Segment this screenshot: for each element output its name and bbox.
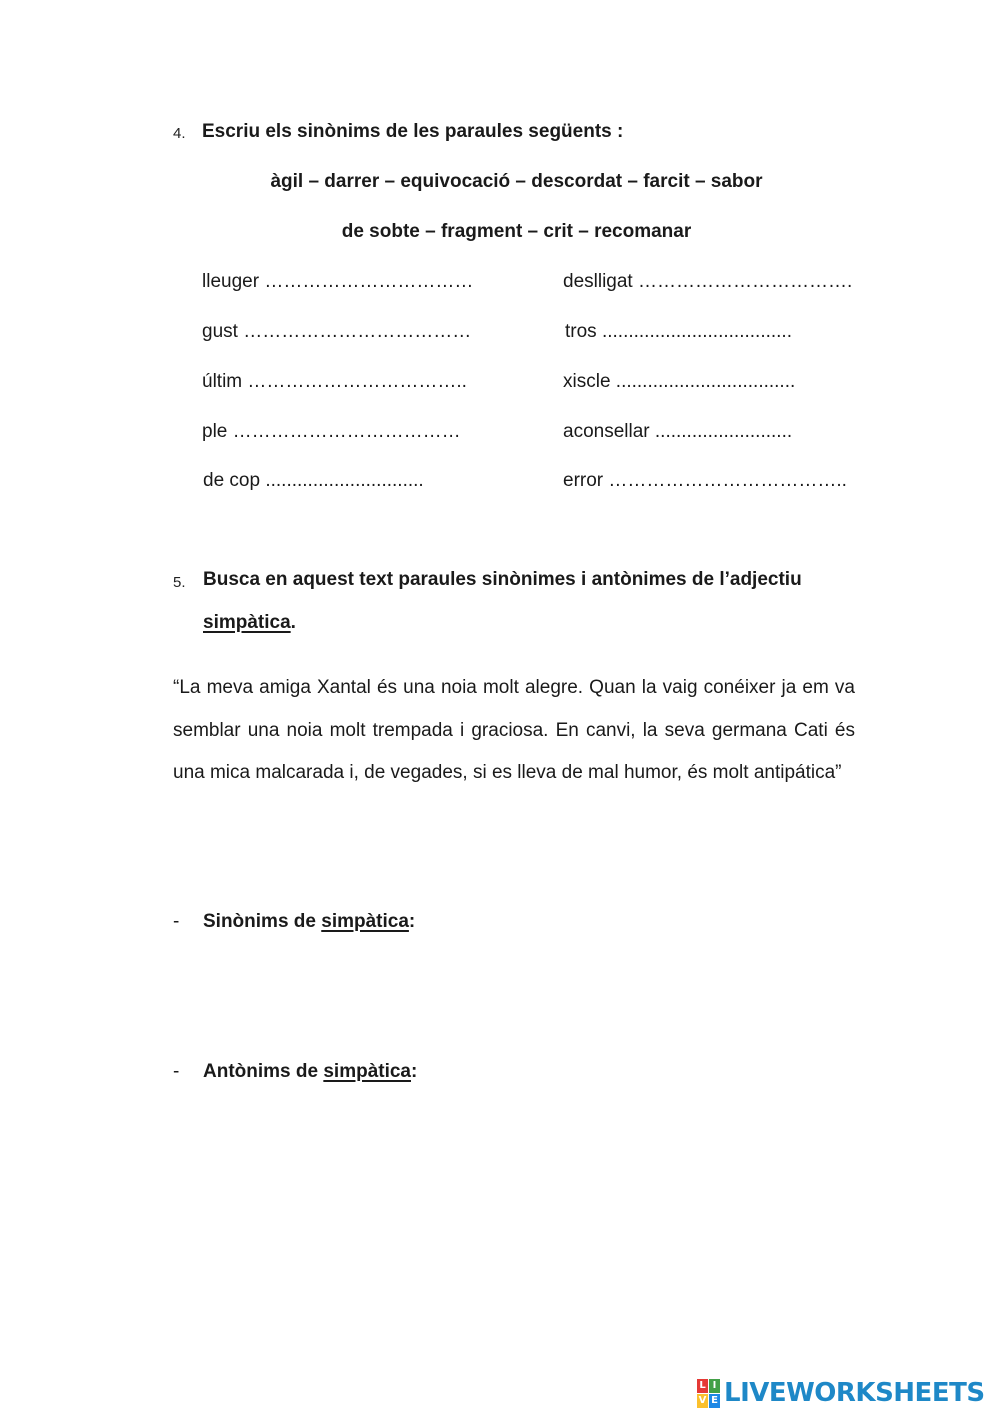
synonyms-dash: - [173,911,180,932]
antonyms-dash: - [173,1061,180,1082]
synonym-row-right-5: error ……………………………….. [563,470,847,491]
synonym-row-left-3: últim …………………………….. [202,371,467,392]
synonym-row-left-1: lleuger …………………………… [202,271,474,292]
exercise-5-number: 5. [173,574,186,591]
synonym-row-left-4: ple ……………………………… [202,421,461,442]
synonym-row-left-5: de cop .............................. [203,470,424,491]
synonyms-label [203,911,415,933]
synonyms-word: simpàtica [321,911,409,932]
synonym-row-right-4: aconsellar .......................... [563,421,793,442]
liveworksheets-logo [697,1378,985,1408]
synonym-row-right-1: deslligat ……………………………. [563,271,853,292]
antonyms-colon: : [411,1061,418,1082]
synonyms-prefix: Sinònims de [203,911,322,932]
word-list-line-2: de sobte – fragment – crit – recomanar [341,221,692,242]
logo-block-v: V [698,1394,707,1406]
antonyms-label [203,1061,417,1083]
simpatica-underlined: simpàtica [203,612,291,633]
word-list-line-1: àgil – darrer – equivocació – descordat – farcit – sabor [270,171,763,192]
exercise-4-title: Escriu els sinònims de les paraules següents : [202,121,624,142]
synonym-row-right-3: xiscle .................................. [563,371,796,392]
logo-text: LIVEWORKSHEETS [724,1378,985,1408]
exercise-5-title-word [203,612,296,634]
title-period: . [290,612,296,633]
logo-block-l: L [697,1379,708,1393]
logo-block-i: I [709,1379,720,1393]
synonyms-colon: : [408,911,416,932]
live-blocks-icon [697,1379,720,1408]
reading-paragraph: “La meva amiga Xantal és una noia molt alegre. Quan la vaig conéixer ja em va semblar una noia molt trempada i graciosa. En canvi, la seva germana Cati és una mica malcarada i, de vegades, si es lleva de mal humor, és molt antipática” [173,677,855,783]
logo-block-e: E [709,1394,720,1408]
antonyms-prefix: Antònims de [203,1061,324,1082]
synonym-row-right-2: tros .................................... [565,321,792,342]
synonym-row-left-2: gust ……………………………… [202,321,472,342]
antonyms-word: simpàtica [323,1061,411,1082]
exercise-5-title: Busca en aquest text paraules sinònimes i antònimes de l’adjectiu [203,569,802,590]
exercise-4-number: 4. [173,125,186,142]
